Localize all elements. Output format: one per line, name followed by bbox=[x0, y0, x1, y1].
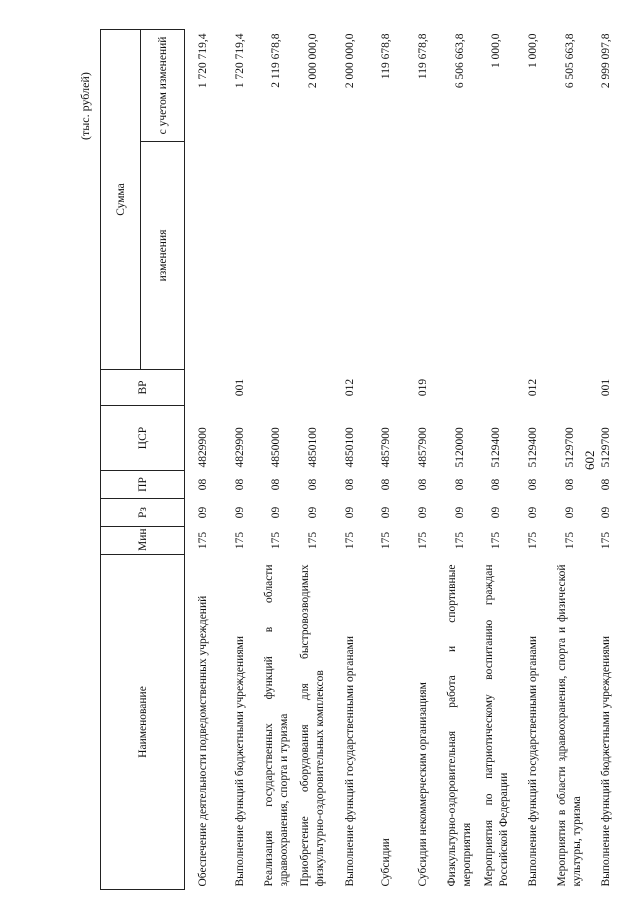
row-name: Субсидии bbox=[380, 838, 393, 887]
row-changes bbox=[479, 142, 516, 370]
row-csr: 4829900 bbox=[196, 427, 209, 468]
header-changes: изменения bbox=[141, 142, 185, 370]
row-pr: 08 bbox=[196, 478, 209, 491]
header-with-changes: с учетом изменений bbox=[141, 29, 185, 141]
row-rz: 09 bbox=[270, 506, 283, 519]
row-name: Выполнение функций государственными органами bbox=[343, 635, 356, 887]
row-changes bbox=[295, 142, 332, 370]
row-rz: 09 bbox=[416, 506, 429, 519]
row-vr: 012 bbox=[343, 378, 356, 397]
table-row bbox=[332, 29, 369, 889]
row-min: 175 bbox=[416, 531, 429, 550]
row-vr bbox=[479, 370, 516, 406]
row-vr: 019 bbox=[416, 378, 429, 397]
row-name: Выполнение функций бюджетными учреждениями bbox=[233, 635, 246, 887]
row-name: Выполнение функций государственными органами bbox=[527, 635, 540, 887]
row-changes bbox=[589, 142, 626, 370]
row-vr bbox=[368, 370, 405, 406]
row-changes bbox=[332, 142, 369, 370]
table-row bbox=[589, 29, 626, 889]
row-total: 2 000 000,0 bbox=[343, 33, 356, 89]
header-name: Наименование bbox=[101, 555, 185, 890]
row-vr bbox=[295, 370, 332, 406]
row-name: Приобретение оборудования для быстровозводимых физкультурно-оздоровительных комплексов bbox=[299, 564, 327, 887]
row-min: 175 bbox=[527, 531, 540, 550]
table-row bbox=[552, 29, 589, 889]
row-pr: 08 bbox=[527, 478, 540, 491]
row-csr: 5129700 bbox=[600, 427, 613, 468]
row-name: Субсидии некоммерческим организациям bbox=[416, 682, 429, 887]
row-rz: 09 bbox=[306, 506, 319, 519]
row-total: 1 720 719,4 bbox=[233, 33, 246, 89]
row-rz: 09 bbox=[343, 506, 356, 519]
table-body bbox=[185, 29, 626, 889]
row-total: 1 000,0 bbox=[490, 33, 503, 68]
row-rz: 09 bbox=[380, 506, 393, 519]
row-total: 2 119 678,8 bbox=[270, 33, 283, 88]
row-vr bbox=[258, 370, 295, 406]
row-min: 175 bbox=[563, 531, 576, 550]
row-rz: 09 bbox=[563, 506, 576, 519]
row-total: 2 000 000,0 bbox=[306, 33, 319, 89]
row-vr bbox=[442, 370, 479, 406]
row-total: 6 506 663,8 bbox=[453, 33, 466, 89]
table-row bbox=[515, 29, 552, 889]
row-pr: 08 bbox=[416, 478, 429, 491]
row-pr: 08 bbox=[380, 478, 393, 491]
row-name: Реализация государственных функций в области здравоохранения, спорта и туризма bbox=[262, 564, 290, 887]
row-changes bbox=[258, 142, 295, 370]
row-min: 175 bbox=[306, 531, 319, 550]
row-name: Обеспечение деятельности подведомственных учреждений bbox=[196, 595, 209, 887]
row-name: Мероприятия по патриотическому воспитанию граждан Российской Федерации bbox=[482, 564, 510, 887]
row-changes bbox=[515, 142, 552, 370]
table-row bbox=[368, 29, 405, 889]
row-total: 6 505 663,8 bbox=[563, 33, 576, 89]
row-csr: 4850100 bbox=[306, 427, 319, 468]
page-number: 602 bbox=[582, 450, 597, 470]
row-vr: 012 bbox=[527, 378, 540, 397]
row-csr: 5120000 bbox=[453, 427, 466, 468]
row-total: 119 678,8 bbox=[416, 33, 429, 80]
row-changes bbox=[368, 142, 405, 370]
budget-table bbox=[100, 29, 625, 890]
row-rz: 09 bbox=[490, 506, 503, 519]
row-rz: 09 bbox=[600, 506, 613, 519]
row-vr: 001 bbox=[600, 378, 613, 397]
row-min: 175 bbox=[196, 531, 209, 550]
table-row bbox=[479, 29, 516, 889]
header-csr: ЦСР bbox=[101, 406, 185, 471]
table-row bbox=[185, 29, 222, 889]
header-pr: ПР bbox=[101, 471, 185, 499]
row-min: 175 bbox=[600, 531, 613, 550]
row-rz: 09 bbox=[527, 506, 540, 519]
row-changes bbox=[442, 142, 479, 370]
row-min: 175 bbox=[453, 531, 466, 550]
row-pr: 08 bbox=[306, 478, 319, 491]
row-vr bbox=[552, 370, 589, 406]
row-total: 2 999 097,8 bbox=[600, 33, 613, 89]
header-vr: ВР bbox=[101, 370, 185, 406]
row-pr: 08 bbox=[563, 478, 576, 491]
table-row bbox=[442, 29, 479, 889]
row-name: Выполнение функций бюджетными учреждениями bbox=[600, 635, 613, 887]
row-pr: 08 bbox=[343, 478, 356, 491]
header-sum: Сумма bbox=[101, 29, 141, 369]
row-total: 1 720 719,4 bbox=[196, 33, 209, 89]
row-rz: 09 bbox=[233, 506, 246, 519]
row-total: 1 000,0 bbox=[527, 33, 540, 68]
row-rz: 09 bbox=[196, 506, 209, 519]
row-min: 175 bbox=[233, 531, 246, 550]
row-csr: 5129400 bbox=[527, 427, 540, 468]
units-note: (тыс. рублей) bbox=[78, 72, 92, 140]
row-changes bbox=[222, 142, 259, 370]
row-changes bbox=[552, 142, 589, 370]
row-name: Физкультурно-оздоровительная работа и спортивные мероприятия bbox=[446, 564, 474, 887]
row-rz: 09 bbox=[453, 506, 466, 519]
table-row bbox=[295, 29, 332, 889]
row-pr: 08 bbox=[600, 478, 613, 491]
row-csr: 4857900 bbox=[380, 427, 393, 468]
row-pr: 08 bbox=[490, 478, 503, 491]
row-changes bbox=[405, 142, 442, 370]
row-min: 175 bbox=[343, 531, 356, 550]
row-csr: 4850000 bbox=[270, 427, 283, 468]
row-csr: 4850100 bbox=[343, 427, 356, 468]
header-rz: Рз bbox=[101, 499, 185, 527]
row-csr: 4857900 bbox=[416, 427, 429, 468]
row-changes bbox=[185, 142, 222, 370]
row-csr: 4829900 bbox=[233, 427, 246, 468]
row-min: 175 bbox=[490, 531, 503, 550]
row-csr: 5129700 bbox=[563, 427, 576, 468]
row-csr: 5129400 bbox=[490, 427, 503, 468]
header-min: Мин bbox=[101, 527, 185, 555]
row-name: Мероприятия в области здравоохранения, спорта и физической культуры, туризма bbox=[556, 564, 584, 887]
table-header bbox=[101, 29, 185, 889]
row-total: 119 678,8 bbox=[380, 33, 393, 80]
row-vr: 001 bbox=[233, 378, 246, 397]
row-pr: 08 bbox=[270, 478, 283, 491]
table-row bbox=[258, 29, 295, 889]
row-vr bbox=[185, 370, 222, 406]
row-min: 175 bbox=[270, 531, 283, 550]
table-row bbox=[222, 29, 259, 889]
row-pr: 08 bbox=[453, 478, 466, 491]
row-pr: 08 bbox=[233, 478, 246, 491]
table-row bbox=[405, 29, 442, 889]
row-min: 175 bbox=[380, 531, 393, 550]
